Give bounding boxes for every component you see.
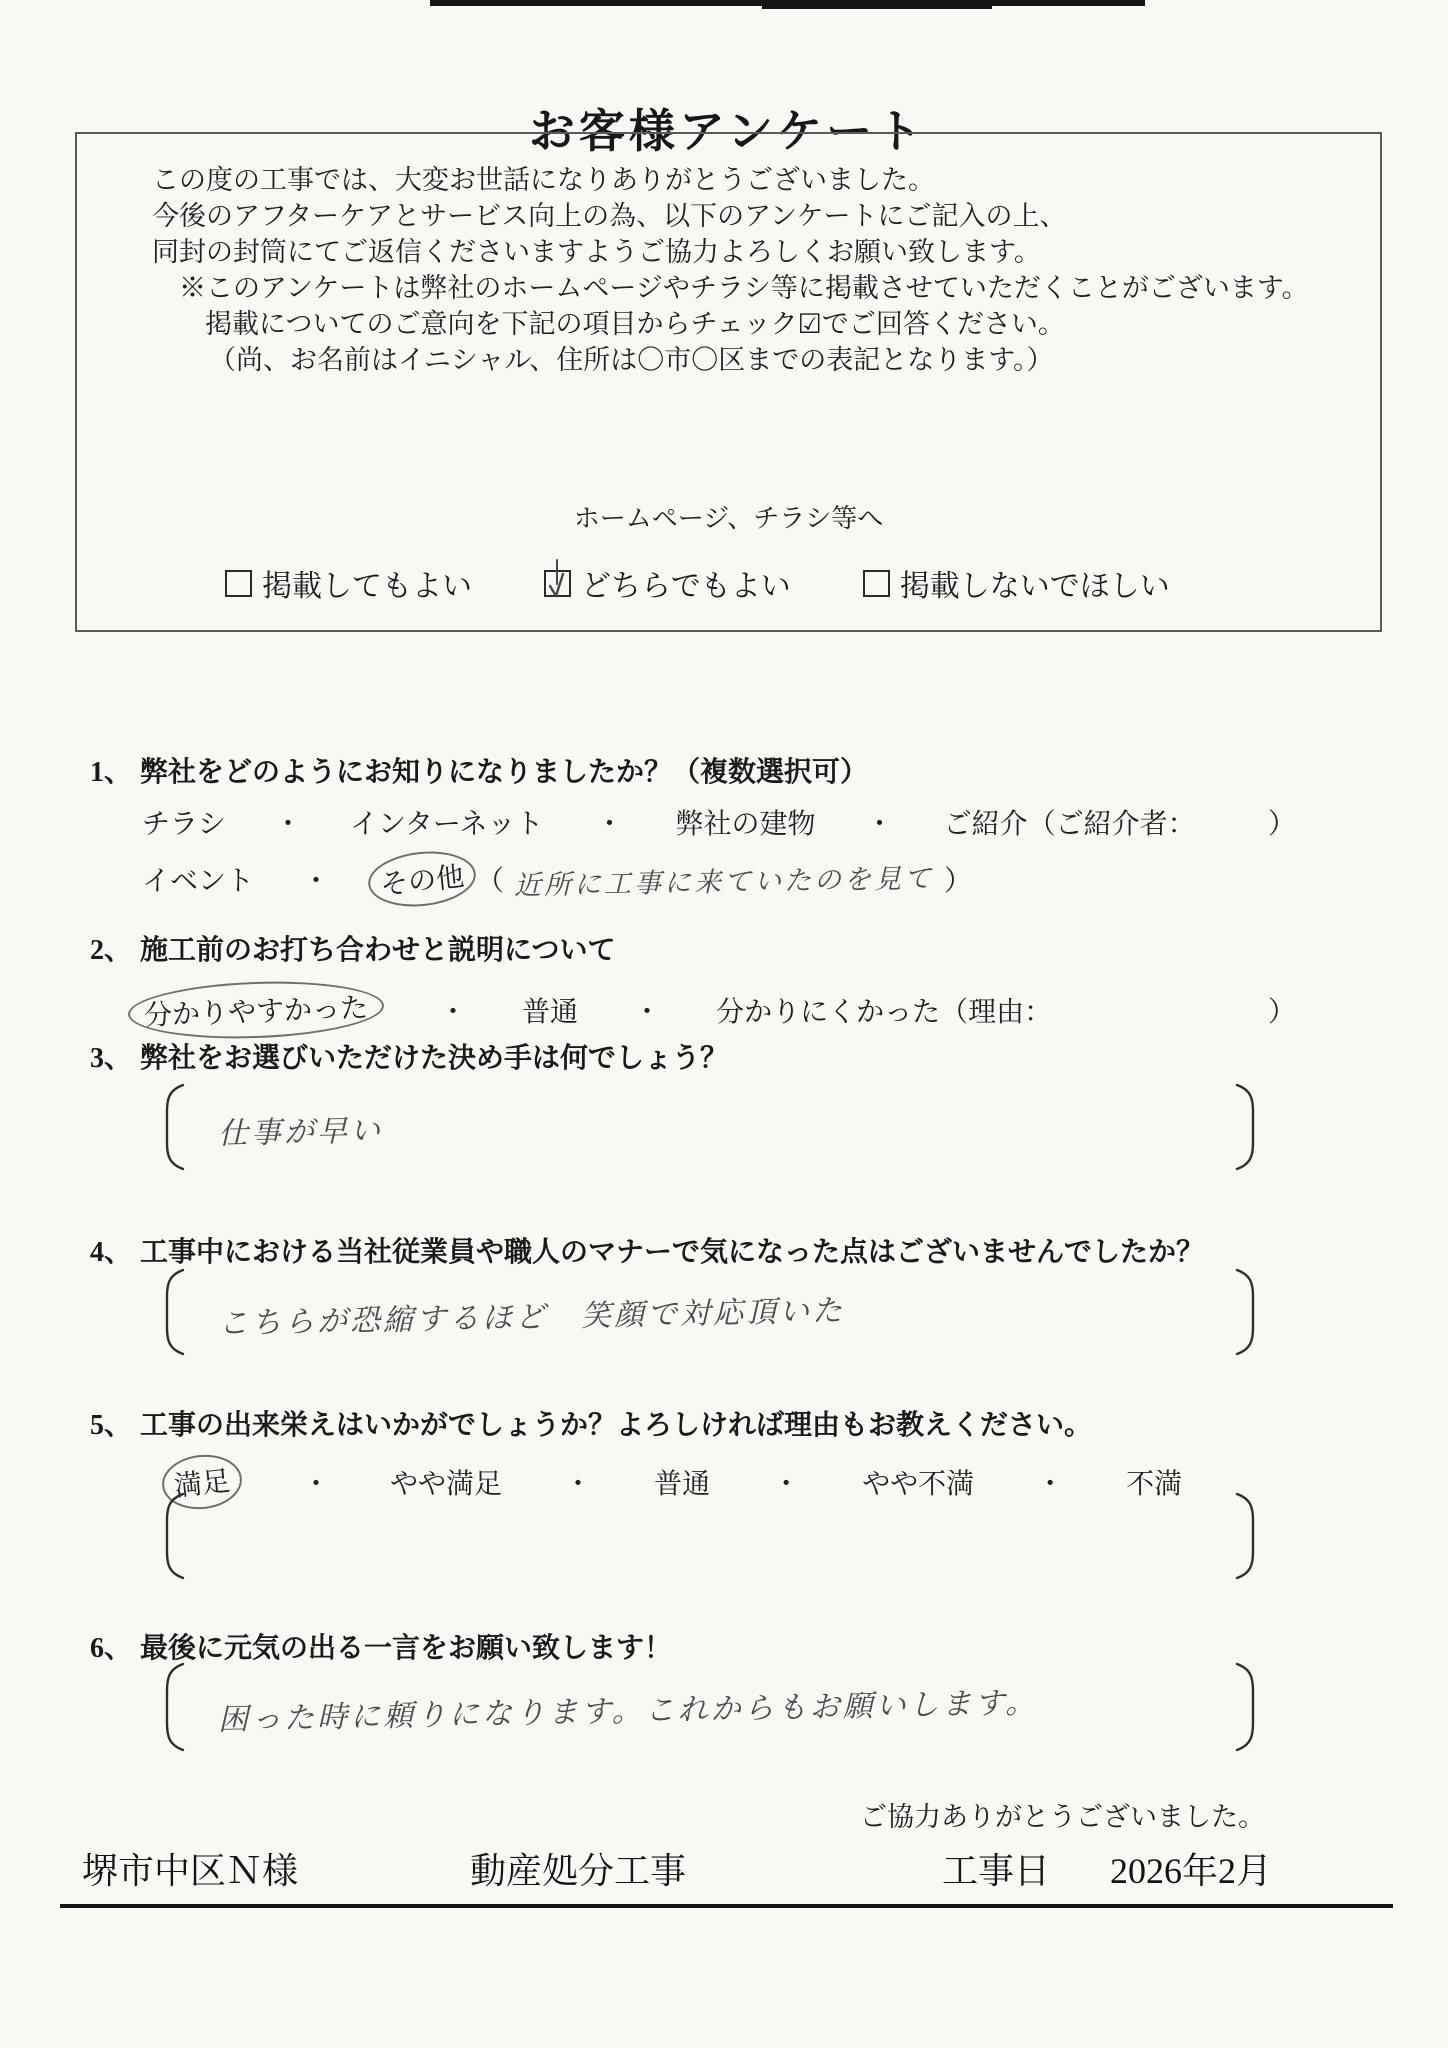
customer-name: 堺市中区Ｎ様 [82, 1851, 299, 1891]
publish-option-label: 掲載してもよい [262, 570, 472, 603]
question-4 [0, 1230, 1448, 1270]
option-separator: ・ [595, 809, 624, 840]
option-building: 弊社の建物 [675, 809, 816, 840]
option-separator: ・ [865, 809, 894, 840]
option-event: イベント [142, 866, 255, 897]
option-normal: 普通 [654, 1469, 711, 1500]
bracket-right-icon [1234, 1083, 1260, 1171]
intro-line: （尚、お名前はイニシャル、住所は〇市〇区までの表記となります。） [209, 345, 1054, 375]
option-separator: ・ [302, 1469, 331, 1500]
option-dissatisfied: 不満 [1126, 1469, 1183, 1500]
option-internet: インターネット [350, 809, 544, 840]
checkbox-unchecked-icon [225, 570, 252, 597]
question-2 [0, 928, 1448, 1038]
referral-paren-close: ） [1267, 809, 1296, 840]
intro-box [75, 132, 1382, 632]
question-6 [0, 1626, 1448, 1666]
handwritten-answer: 仕事が早い [217, 1114, 384, 1151]
question-text: 工事中における当社従業員や職人のマナーで気になった点はございませんでしたか？ [140, 1237, 1205, 1268]
question-number: 5、 [90, 1410, 133, 1441]
option-separator: ・ [302, 866, 331, 897]
option-somewhat-dissatisfied: やや不満 [862, 1469, 975, 1500]
closing-thanks: ご協力ありがとうございました。 [860, 1802, 1265, 1832]
question-number: 6、 [90, 1633, 133, 1664]
question-2-options [0, 982, 1448, 1038]
bracket-left-icon [160, 1083, 186, 1171]
question-1-options-row2 [0, 852, 1448, 906]
handwritten-other-answer: 近所に工事に来ていたのを見て [513, 862, 935, 901]
publish-option-label: 掲載しないでほしい [899, 570, 1170, 603]
work-type: 動産処分工事 [470, 1851, 687, 1891]
publish-option-either [544, 561, 791, 605]
option-separator: ・ [633, 997, 662, 1028]
intro-line: 掲載についてのご意向を下記の項目からチェック☑でご回答ください。 [205, 309, 1065, 339]
work-date-label: 工事日 [942, 1851, 1051, 1891]
selected-option-other: その他 [366, 847, 479, 912]
question-number: 3、 [90, 1043, 133, 1074]
option-normal: 普通 [522, 997, 579, 1028]
selected-option-satisfied: 満足 [159, 1451, 244, 1513]
question-1 [0, 750, 1448, 906]
intro-line: 同封の封筒にてご返信くださいますようご協力よろしくお願い致します。 [152, 237, 1041, 267]
question-5-title [0, 1403, 1448, 1443]
handwritten-answer: こちらが恐縮するほど 笑顔で対応頂いた [217, 1294, 846, 1341]
option-separator: ・ [439, 997, 468, 1028]
publish-option-ok [225, 561, 472, 605]
option-separator: ・ [564, 1469, 593, 1500]
publish-heading: ホームページ、チラシ等へ [573, 504, 884, 533]
page-title: お客様アンケート [528, 105, 927, 157]
question-number: 4、 [90, 1237, 133, 1268]
scan-artifact [430, 0, 770, 6]
question-number: 2、 [90, 935, 133, 966]
question-text: 弊社をお選びいただけた決め手は何でしょう？ [140, 1043, 729, 1074]
footer-row [60, 1843, 1393, 1908]
question-text: 弊社をどのようにお知りになりましたか？（複数選択可） [140, 757, 869, 788]
bracket-left-icon [160, 1662, 186, 1752]
option-referral: ご紹介（ご紹介者： [943, 809, 1196, 840]
question-text: 工事の出来栄えはいかがでしょうか？よろしければ理由もお教えください。 [140, 1410, 1093, 1441]
question-6-title [0, 1626, 1448, 1666]
question-5-answer-area [160, 1492, 1260, 1580]
checkbox-unchecked-icon [863, 570, 890, 597]
work-date-value: 2026年2月 [1110, 1851, 1273, 1891]
intro-line: この度の工事では、大変お世話になりありがとうございました。 [152, 165, 935, 195]
question-number: 1、 [90, 757, 133, 788]
question-3-title [0, 1036, 1448, 1076]
option-separator: ・ [772, 1469, 801, 1500]
option-separator: ・ [274, 809, 303, 840]
question-4-answer-area [160, 1268, 1260, 1356]
publish-option-no [863, 561, 1170, 605]
scan-artifact [985, 0, 1145, 6]
option-separator: ・ [1036, 1469, 1065, 1500]
reason-paren-close: ） [1267, 997, 1296, 1028]
publish-options-row [77, 561, 1380, 605]
intro-line: 今後のアフターケアとサービス向上の為、以下のアンケートにご記入の上、 [152, 201, 1067, 231]
other-paren-close: ） [944, 866, 973, 897]
question-1-options-row1 [0, 802, 1448, 842]
question-4-title [0, 1230, 1448, 1270]
option-somewhat-satisfied: やや満足 [390, 1469, 503, 1500]
question-text: 施工前のお打ち合わせと説明について [140, 935, 616, 966]
option-hard: 分かりにくかった（理由： [716, 997, 1053, 1028]
checkbox-checked-icon [544, 570, 571, 597]
question-6-answer-area [160, 1662, 1260, 1752]
publish-option-label: どちらでもよい [581, 570, 791, 603]
question-3 [0, 1036, 1448, 1076]
handwritten-answer: 困った時に頼りになります。これからもお願いします。 [217, 1686, 1039, 1737]
intro-line: ※このアンケートは弊社のホームページやチラシ等に掲載させていただくことがございます。 [179, 273, 1309, 303]
scan-artifact [762, 0, 992, 9]
question-1-title [0, 750, 1448, 790]
bracket-left-icon [160, 1492, 186, 1580]
bracket-right-icon [1234, 1268, 1260, 1356]
question-3-answer-area [160, 1083, 1260, 1171]
option-chirashi: チラシ [142, 809, 227, 840]
bracket-left-icon [160, 1268, 186, 1356]
selected-option-easy: 分かりやすかった [127, 978, 385, 1043]
question-text: 最後に元気の出る一言をお願い致します！ [140, 1633, 673, 1664]
bracket-right-icon [1234, 1492, 1260, 1580]
other-paren-open: （ [476, 866, 505, 897]
bracket-right-icon [1234, 1662, 1260, 1752]
question-2-title [0, 928, 1448, 968]
